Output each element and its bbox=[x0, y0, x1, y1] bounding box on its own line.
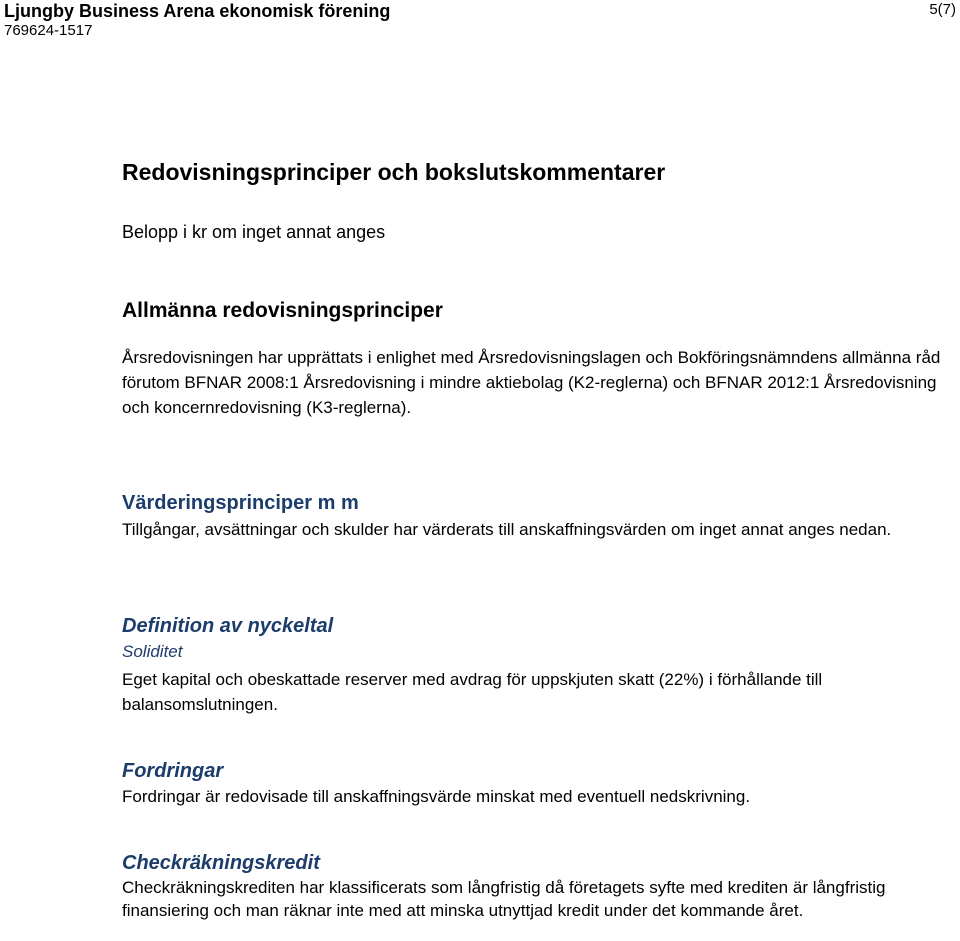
page-number: 5(7) bbox=[929, 1, 956, 18]
solidity-subheading: Soliditet bbox=[122, 642, 183, 661]
overdraft-text: Checkräkningskrediten har klassificerats som långfristig då företagets syfte med krediten är långfristig finansiering och man räknar inte med att minska utnyttjad kredit under det kommande året. bbox=[122, 878, 886, 920]
key-ratios-heading: Definition av nyckeltal bbox=[122, 615, 334, 637]
solidity-text: Eget kapital och obeskattade reserver med avdrag för uppskjuten skatt (22%) i förhållande till balansomslutningen. bbox=[122, 670, 823, 714]
company-name: Ljungby Business Arena ekonomisk förening bbox=[4, 1, 391, 21]
valuation-heading: Värderingsprinciper m m bbox=[122, 492, 359, 514]
receivables-heading: Fordringar bbox=[122, 760, 224, 782]
general-principles-heading: Allmänna redovisningsprinciper bbox=[122, 299, 443, 322]
valuation-text: Tillgångar, avsättningar och skulder har värderats till anskaffningsvärden om inget annat anges nedan. bbox=[122, 520, 892, 539]
general-principles-text: Årsredovisningen har upprättats i enlighet med Årsredovisningslagen och Bokföringsnämndens allmänna råd förutom BFNAR 2008:1 Årsredovisning i mindre aktiebolag (K2-reglerna) och BFNAR 2012:1 Årsredovisning och koncernredovisning (K3-reglerna). bbox=[122, 348, 941, 417]
document-title: Redovisningsprinciper och bokslutskommentarer bbox=[122, 159, 666, 185]
overdraft-heading: Checkräkningskredit bbox=[122, 852, 320, 874]
organization-number: 769624-1517 bbox=[4, 22, 93, 39]
amount-note: Belopp i kr om inget annat anges bbox=[122, 222, 386, 242]
receivables-text: Fordringar är redovisade till anskaffningsvärde minskat med eventuell nedskrivning. bbox=[122, 787, 751, 806]
